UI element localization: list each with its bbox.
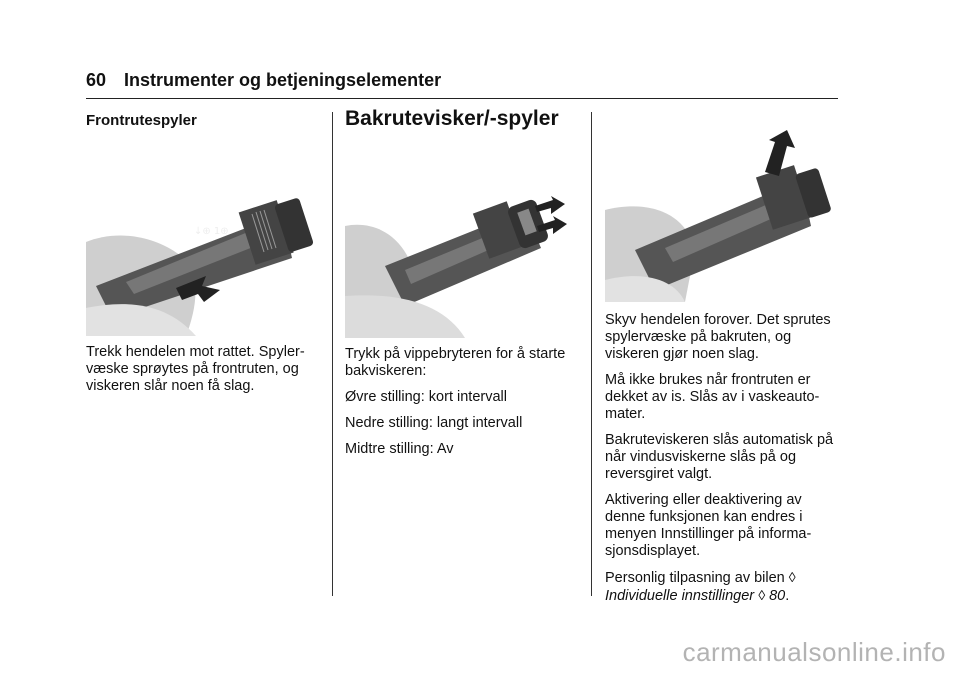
position-middle: Midtre stilling: Av: [345, 441, 454, 457]
column-divider-2: [591, 112, 592, 596]
col3-text: [605, 312, 840, 614]
page-header: [86, 70, 441, 91]
bakrutevisker-heading: Bakrutevisker/-spyler: [345, 107, 559, 130]
col3-para-5: [605, 569, 840, 605]
col3-para-1: Skyv hendelen forover. Det sprutes spylervæske på bakruten, og viskeren gjør noen slag.: [605, 312, 831, 362]
reference-arrow-icon: ◊: [788, 569, 796, 585]
col3-para-3: Bakruteviskeren slås automatisk på når vindusviskerne slås på og reversgiret valgt.: [605, 432, 834, 482]
personalization-text: Personlig tilpasning av bilen: [605, 570, 785, 586]
page-number: 60: [86, 70, 107, 90]
reference-arrow-icon: ◊: [758, 587, 766, 603]
frontrutespyler-heading: Frontrutespyler: [86, 112, 197, 129]
watermark: carmanualsonline.info: [682, 637, 946, 667]
rear-washer-stalk-illustration: [605, 130, 831, 302]
reference-period: .: [785, 588, 790, 604]
reference-page: 80: [769, 588, 786, 604]
col3-para-4: Aktivering eller deaktivering av denne funksjonen kan endres i menyen Innstillinger på informa- sjonsdisplayet.: [605, 492, 812, 559]
col2-text: [345, 346, 580, 467]
col2-intro: Trykk på vippebryteren for å starte bakviskeren:: [345, 346, 566, 379]
column-divider-1: [332, 112, 333, 596]
rear-wiper-switch-illustration: [345, 196, 567, 338]
position-upper: Øvre stilling: kort intervall: [345, 389, 507, 405]
header-rule: [86, 98, 838, 99]
position-lower: Nedre stilling: langt intervall: [345, 415, 523, 431]
washer-stalk-illustration: [86, 190, 318, 336]
section-title: Instrumenter og betjeningselementer: [124, 70, 442, 90]
svg-text:↓⊕ 1⊕: ↓⊕ 1⊕: [194, 226, 229, 237]
col1-paragraph: Trekk hendelen mot rattet. Spyler- væske sprøytes på frontruten, og viskeren slår noen få slag.: [86, 344, 305, 394]
reference-link[interactable]: Individuelle innstillinger ◊ 80: [605, 587, 786, 604]
col3-para-2: Må ikke brukes når frontruten er dekket av is. Slås av i vaskeauto- mater.: [605, 372, 820, 422]
